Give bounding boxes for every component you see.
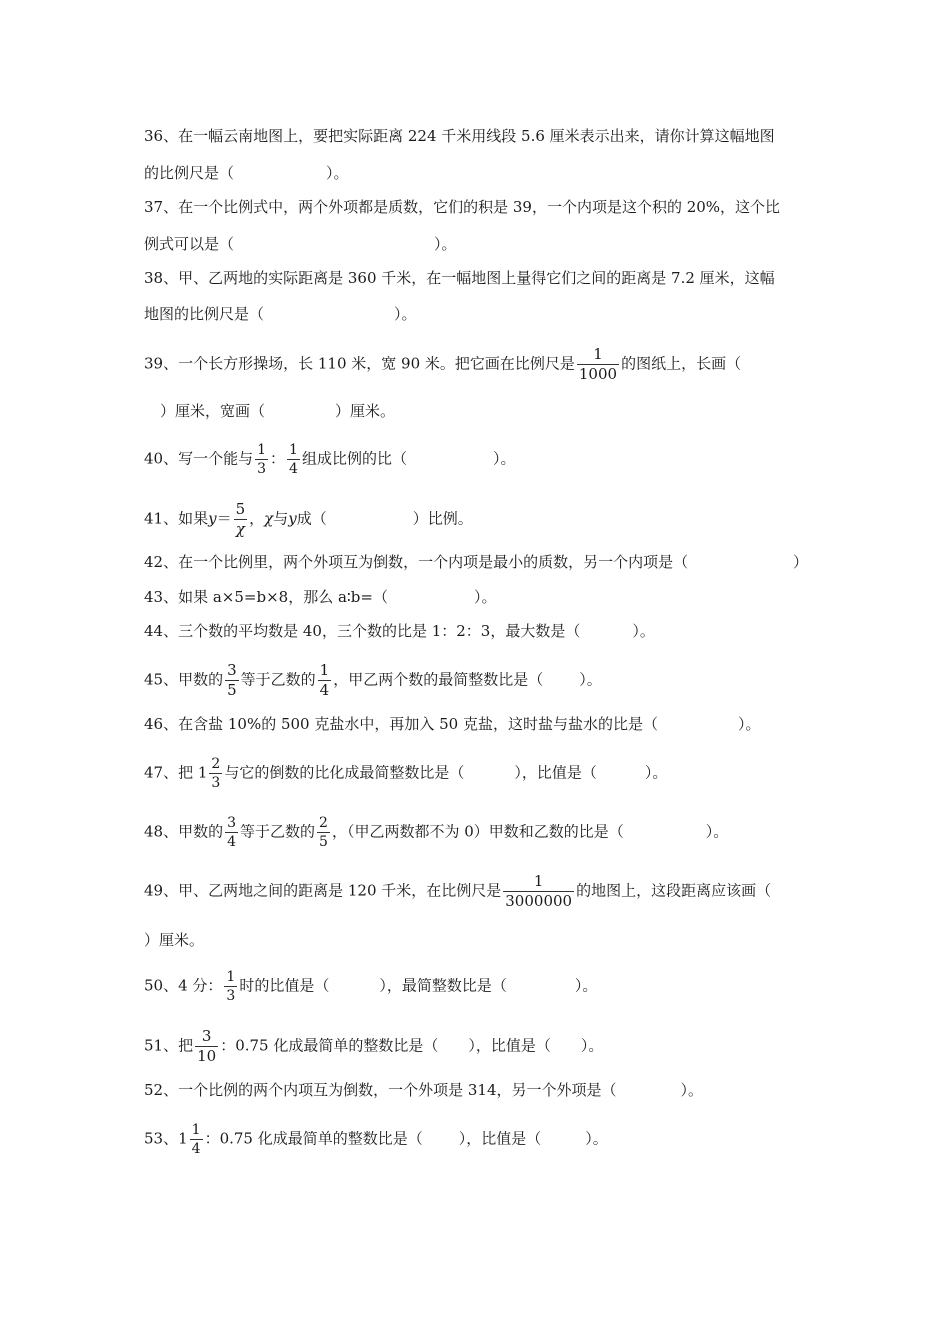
question-44: 44、三个数的平均数是 40，三个数的比是 1：2：3，最大数是（ ）。: [144, 622, 655, 640]
fraction: $\frac{1}{4}$: [191, 1122, 201, 1157]
question-45: 45、甲数的 $\frac{3}{5}$ 等于乙数的 $\frac{1}{4}$ ，甲乙两个数的最简整数比是（ ）。: [144, 661, 602, 699]
question-37-line1: 37、在一个比例式中，两个外项都是质数，它们的积是 39，一个内项是这个积的 20%，这个比: [144, 198, 781, 216]
question-36-line2: 的比例尺是（ ）。: [144, 164, 349, 182]
question-40: 40、写一个能与 $\frac{1}{3}$ ： $\frac{1}{4}$ 组成比例的比（ ）。: [144, 442, 516, 477]
question-52: 52、一个比例的两个内项互为倒数，一个外项是 314，另一个外项是（ ）。: [144, 1081, 704, 1099]
fraction: $\frac{1}{3}$: [226, 969, 236, 1004]
fraction: $\frac{1}{4}$: [289, 442, 298, 477]
question-53: 53、1 $\frac{1}{4}$ ：0.75 化成最简单的整数比是（ ），比值是（ ）。: [144, 1122, 608, 1157]
question-39-line1: 39、一个长方形操场，长 110 米，宽 90 米。把它画在比例尺是 $\frac{1}{1000}$ 的图纸上，长画（: [144, 345, 742, 383]
question-50: 50、4 分： $\frac{1}{3}$ 时的比值是（ ），最简整数比是（ ）。: [144, 969, 598, 1004]
fraction: $\frac{1}{3000000}$: [505, 872, 573, 910]
question-42: 42、在一个比例里，两个外项互为倒数，一个内项是最小的质数，另一个内项是（ ）: [144, 553, 808, 571]
question-51: 51、把 $\frac{3}{10}$ ：0.75 化成最简单的整数比是（ ），比值是（ ）。: [144, 1027, 604, 1065]
question-38-line1: 38、甲、乙两地的实际距离是 360 千米，在一幅地图上量得它们之间的距离是 7.2 厘米，这幅: [144, 269, 775, 287]
fraction: $\frac{2}{3}$: [211, 756, 221, 791]
question-43: 43、如果 a×5=b×8，那么 a∶b=（ ）。: [144, 588, 497, 606]
question-39-line2: ）厘米，宽画（ ）厘米。: [160, 402, 396, 420]
question-37-line2: 例式可以是（ ）。: [144, 235, 457, 253]
question-38-line2: 地图的比例尺是（ ）。: [144, 305, 417, 323]
fraction: $\frac{1}{4}$: [319, 661, 330, 699]
fraction: $\frac{3}{5}$: [227, 661, 237, 699]
question-41: 41、如果y＝ $\frac{5}{\chi}$ ，χ与y成（ ）比例。: [144, 500, 473, 538]
question-49-line2: ）厘米。: [144, 931, 205, 949]
question-48: 48、甲数的 $\frac{3}{4}$ 等于乙数的 $\frac{2}{5}$ ，（甲乙两数都不为 0）甲数和乙数的比是（ ）。: [144, 815, 729, 850]
question-36-line1: 36、在一幅云南地图上，要把实际距离 224 千米用线段 5.6 厘米表示出来，请你计算这幅地图: [144, 127, 775, 145]
question-46: 46、在含盐 10%的 500 克盐水中，再加入 50 克盐，这时盐与盐水的比是（ ）。: [144, 715, 761, 733]
fraction: $\frac{5}{\chi}$: [235, 500, 246, 538]
question-49-line1: 49、甲、乙两地之间的距离是 120 千米，在比例尺是 $\frac{1}{3000000}$ 的地图上，这段距离应该画（: [144, 872, 772, 910]
fraction: $\frac{1}{1000}$: [578, 345, 618, 383]
question-47: 47、把 1 $\frac{2}{3}$ 与它的倒数的比化成最简整数比是（ ），比值是（ ）。: [144, 756, 668, 791]
fraction: $\frac{1}{3}$: [257, 442, 267, 477]
fraction: $\frac{2}{5}$: [319, 815, 328, 850]
fraction: $\frac{3}{10}$: [197, 1027, 217, 1065]
fraction: $\frac{3}{4}$: [227, 815, 237, 850]
